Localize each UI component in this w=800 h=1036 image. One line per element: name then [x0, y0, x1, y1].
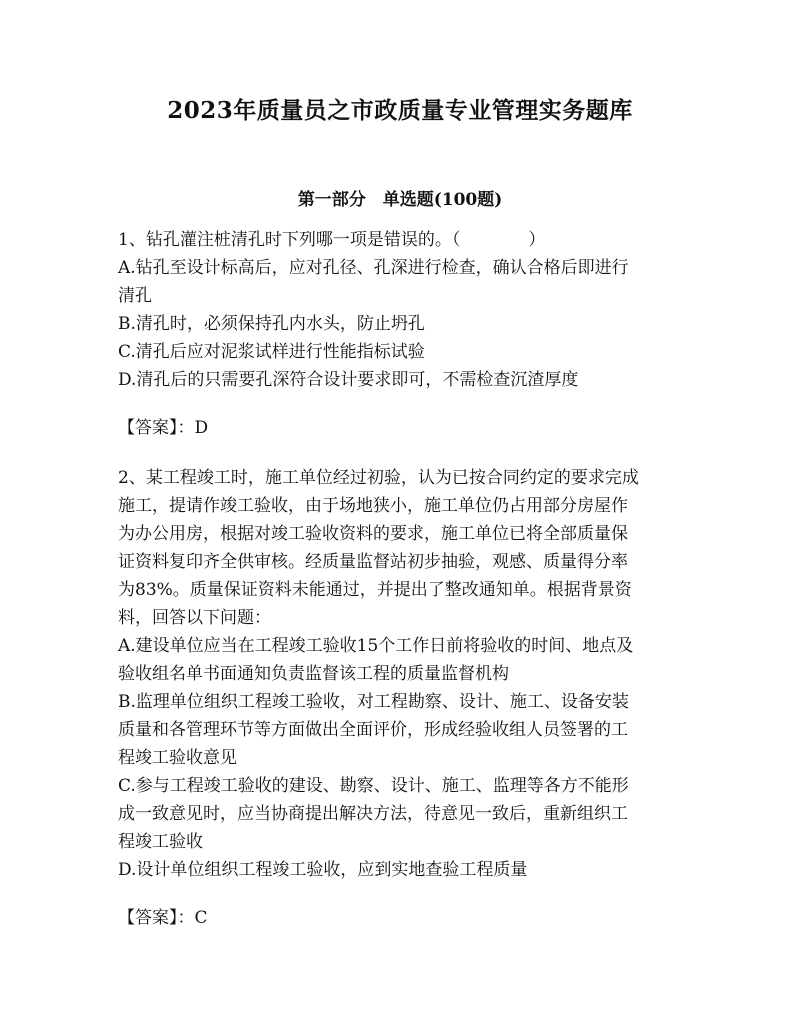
option-line: 程竣工验收 [118, 832, 203, 852]
answer-value: D [194, 418, 209, 438]
option-d: D.清孔后的只需要孔深符合设计要求即可，不需检查沉渣厚度 [118, 370, 579, 390]
question-list [118, 226, 698, 932]
question-stem-line: 施工，提请作竣工验收，由于场地狭小，施工单位仍占用部分房屋作 [118, 496, 628, 516]
option-line: 成一致意见时，应当协商提出解决方法，待意见一致后，重新组织工 [118, 804, 628, 824]
question-stem-line: 为办公用房，根据对竣工验收资料的要求，施工单位已将全部质量保 [118, 524, 628, 544]
answer-line [118, 414, 698, 442]
answer-label: 【答案】： [118, 908, 195, 928]
question-1 [118, 226, 698, 442]
option-a [118, 632, 698, 688]
option-line: B.监理单位组织工程竣工验收，对工程勘察、设计、施工、设备安装 [118, 692, 629, 712]
option-line: C.参与工程竣工验收的建设、勘察、设计、施工、监理等各方不能形 [118, 776, 629, 796]
answer-value: C [194, 908, 208, 928]
answer-line [118, 904, 698, 932]
option-b [118, 688, 698, 772]
question-stem-line: 为83%。质量保证资料未能通过，并提出了整改通知单。根据背景资 [118, 580, 632, 600]
option-line: 清孔 [118, 286, 152, 306]
option-c: C.清孔后应对泥浆试样进行性能指标试验 [118, 342, 425, 362]
option-line: 程竣工验收意见 [118, 748, 237, 768]
option-line: A.钻孔至设计标高后，应对孔径、孔深进行检查，确认合格后即进行 [118, 258, 629, 278]
question-stem-line: 证资料复印齐全供审核。经质量监督站初步抽验，观感、质量得分率 [118, 552, 628, 572]
document-title: 2023年质量员之市政质量专业管理实务题库 [167, 97, 633, 124]
question-stem-line: 2、某工程竣工时，施工单位经过初验，认为已按合同约定的要求完成 [118, 468, 639, 488]
option-b: B.清孔时，必须保持孔内水头，防止坍孔 [118, 314, 425, 334]
option-a [118, 254, 698, 310]
question-stem-line: 料，回答以下问题： [118, 608, 271, 628]
section-title: 第一部分 单选题(100题) [297, 190, 503, 210]
answer-label: 【答案】： [118, 418, 195, 438]
option-c [118, 772, 698, 856]
question-stem: 1、钻孔灌注桩清孔时下列哪一项是错误的。（ ） [118, 230, 546, 250]
option-d: D.设计单位组织工程竣工验收，应到实地查验工程质量 [118, 860, 528, 880]
option-line: 验收组名单书面通知负责监督该工程的质量监督机构 [118, 664, 509, 684]
question-2 [118, 464, 698, 932]
option-line: 质量和各管理环节等方面做出全面评价，形成经验收组人员签署的工 [118, 720, 628, 740]
option-line: A.建设单位应当在工程竣工验收15个工作日前将验收的时间、地点及 [118, 636, 634, 656]
